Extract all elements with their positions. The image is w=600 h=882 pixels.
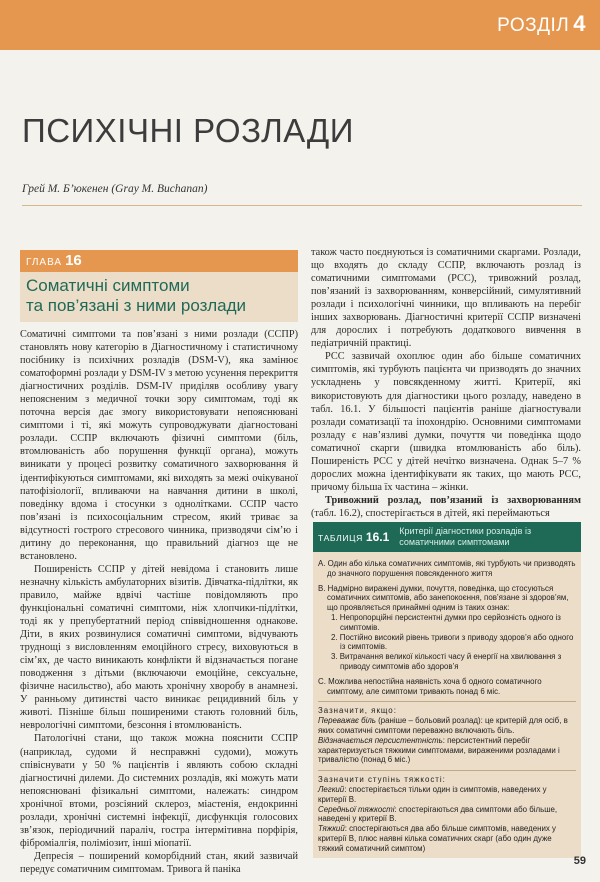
bold-term: Тривожний розлад, пов’язаний із захворюванням bbox=[325, 494, 581, 506]
table-header bbox=[313, 522, 581, 552]
paragraph: Депресія – поширений коморбідний стан, який зазвичай передує соматичним симптомам. Тривога й паніка bbox=[20, 850, 298, 875]
table-title: Критерії діагностики розладів із соматичними симптомами bbox=[399, 526, 532, 547]
section-number: 4 bbox=[573, 11, 586, 36]
criterion-b-sub-item: 2. Постійно високий рівень тривоги з приводу здоров’я або одного із симптомів. bbox=[331, 632, 574, 652]
glava-number: 16 bbox=[65, 252, 82, 269]
section-banner bbox=[0, 0, 600, 50]
table-divider bbox=[318, 701, 576, 702]
paragraph: Тривожний розлад, пов’язаний із захворюванням (табл. 16.2), спостерігається в дітей, які переймаються bbox=[311, 494, 581, 519]
criterion-a: A. Один або кілька соматичних симптомів, які турбують чи призводять до значного порушення повсякденного життя bbox=[318, 559, 576, 578]
paragraph: також часто поєднуються із соматичними скаргами. Розлади, що входять до складу ССПР, включають розлад із соматичними симптомами (РСС), тривожний розлад, пов’язаний із захворюванням, конверсійний, симулятивний розлади і психологічні чинники, що впливають на перебіг інших захворювань. Діагностичні критерії ССПР визначені для дорослих і потребують додаткового вивчення в педіатричній практиці. bbox=[311, 247, 581, 350]
table-number: 16.1 bbox=[365, 530, 390, 544]
paragraph: Поширеність ССПР у дітей невідома і становить лише незначну кількість амбулаторних візитів. Дівчатка-підлітки, як правило, майже вдвічі частіше повідомляють про функціональні соматичні симптоми, ніж хлопчики-підлітки, тоді як у препубертатний період співвідношення однакове. Діти, в яких розвинулися соматичні симптоми, відчувають труднощі з висловленням емоційного стресу, виховуються в сім’ях, де часто виникають конфлікти й відзначається погане поводження з дітьми (включаючи емоційне, сексуальне, фізичне насильство), або мають хронічну хворобу в анамнезі. У ранньому дитинстві часто виникає рецидивний біль у животі. Пізніше більш поширеними стають головний біль, неврологічні симптоми, безсоння і втомлюваність. bbox=[20, 563, 298, 732]
table-divider bbox=[318, 770, 576, 771]
criteria-table bbox=[313, 522, 581, 858]
criterion-b: B. Надмірно виражені думки, почуття, поведінка, що стосуються соматичних симптомів, або занепокоєння, пов’язане зі здоров’ям, що проявляється принаймні одним із таких ознак: bbox=[318, 583, 569, 613]
severity-header: Зазначити ступінь тяжкості: bbox=[318, 775, 446, 785]
table-body bbox=[313, 552, 581, 854]
specify-note: Переважає біль (раніше – больовий розлад): це критерій для осіб, в яких соматичні симптоми переважно включають біль. bbox=[318, 716, 568, 735]
right-column bbox=[311, 246, 581, 520]
criterion-c: C. Можлива непостійна наявність хоча б одного соматичного симптому, але симптоми тривають понад 6 міс. bbox=[318, 676, 542, 696]
specify-header: Зазначити, якщо: bbox=[318, 706, 397, 716]
specify-note: Відзначається персистентність: персистентний перебіг характеризується тяжкими симптомами, вираженими розладами і тривалістю (понад 6 міс.) bbox=[318, 735, 560, 765]
glava-title: Соматичні симптоми та пов’язані з ними розлади bbox=[20, 272, 298, 322]
severity-note: Легкий: спостерігається тільки один із симптомів, наведених у критерії B. bbox=[318, 784, 547, 804]
left-column bbox=[20, 250, 298, 876]
paragraph: РСС зазвичай охоплює один або більше соматичних симптомів, які турбують пацієнта чи призводять до значних ускладнень у повсякденному житті. Критерії, які використовують для діагностики цього розладу, наведено в табл. 16.1. У більшості пацієнтів раніше діагностували розлади соматизації та іпохондрію. Основними симптомами розладу є нав’язливі думки, почуття чи поведінка щодо соматичної скарги (швидка втомлюваність або біль). Поширеність РСС у дітей нечітко визначена. Однак 5–7 % дорослих можна ідентифікувати як таких, що мають РСС, причому більша їх частина – жінки. bbox=[311, 351, 581, 493]
section-label: РОЗДІЛ 4 bbox=[497, 11, 586, 36]
severity-note: Середньої тяжкості: спостерігаються два симптоми або більше, наведені у критерії B. bbox=[318, 804, 558, 824]
criterion-b-sub-item: 1. Непропорційні персистентні думки про серйозність одного із симптомів. bbox=[331, 612, 561, 632]
divider bbox=[22, 205, 582, 206]
page-number: 59 bbox=[573, 855, 586, 867]
criterion-b-sub-item: 3. Витрачання великої кількості часу й енергії на хвилювання з приводу симптомів або здоров’я bbox=[331, 652, 562, 671]
table-label: ТАБЛИЦЯ 16.1 bbox=[318, 530, 390, 544]
paragraph: Соматичні симптоми та пов’язані з ними розлади (ССПР) становлять нову категорію в Діагностичному і статистичному посібнику із психічних розладів (DSM-V), яка замінює соматоформні розлади у DSM-IV з метою усунення перекриття діагностичних розділів. DSM-IV приділяв особливу увагу непоясненим з медичної точки зору симптомам, тоді як поточна версія дає змогу використовувати непояснювані симптоми і ті, які можуть супроводжувати діагностовані розлади. ССПР включають фізичні симптоми (біль, втомлюваність або порушення функції органа), можуть виникати у процесі розвитку соматичного захворювання й ідентифікуються симптомами, які виходять за межі очікуваної патофізіології, впливаючи на навчання дитини в школі, поведінку вдома і стосунки з однолітками. ССПР часто пов’язані із психосоціальним стресом, який триває за відсутності гострого стресового чинника, призводячи сім’ю і дитину до переконання, що правильний діагноз ще не встановлено. bbox=[20, 329, 298, 562]
paragraph: Патологічні стани, що також можна пояснити ССПР (наприклад, судоми й несправжні судоми), можуть співіснувати у 50 % пацієнтів і являють собою складні діагностичні дилеми. До системних розладів, які можуть мати непояснювані фізикальні симптоми, належать: синдром хронічної втоми, розсіяний склероз, міастенія, ендокринні розлади, хронічні системні інфекції, дисфункція голосових зв’язок, періодичний параліч, гостра інтермітивна порфірія, фіброміалгія, поліміозит, інші міопатії. bbox=[20, 733, 298, 849]
glava-label: ГЛАВА 16 bbox=[20, 250, 298, 272]
severity-note: Тяжкий: спостерігаються два або більше симптомів, наведених у критерії B, плюс наявні кілька соматичних скарг (або один дуже тяжкий соматичний симптом) bbox=[318, 824, 556, 853]
chapter-title: ПСИХІЧНІ РОЗЛАДИ bbox=[22, 112, 354, 149]
author-line: Грей М. Б’юкенен (Gray M. Buchanan) bbox=[22, 183, 208, 195]
